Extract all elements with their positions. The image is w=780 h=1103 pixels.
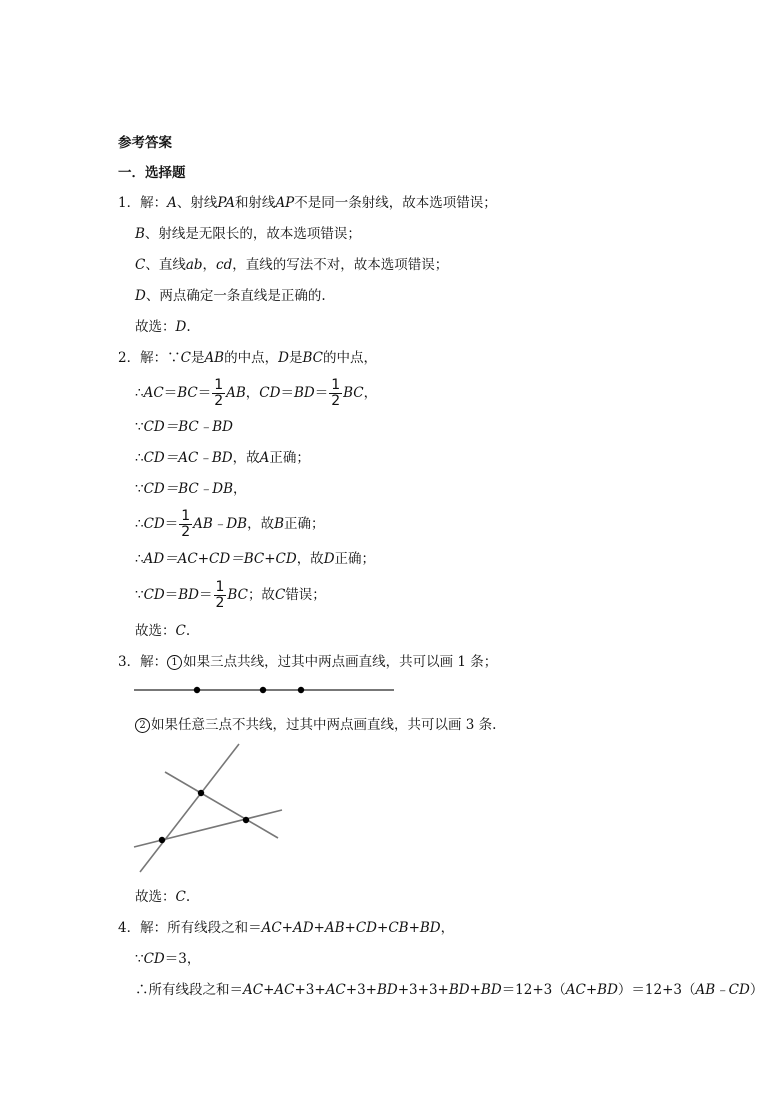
point xyxy=(260,687,266,693)
straight-line xyxy=(134,810,282,847)
fraction-half: $\frac{1}{2}$ xyxy=(214,377,224,409)
q2-line-1: 2．解：∵C是AB的中点，D是BC的中点， xyxy=(118,350,377,366)
point xyxy=(298,687,304,693)
straight-line xyxy=(165,772,278,838)
fraction-half: $\frac{1}{2}$ xyxy=(331,377,341,409)
q3-answer: 故选：C. xyxy=(135,889,191,905)
point xyxy=(159,837,165,843)
fraction-half: $\frac{1}{2}$ xyxy=(215,579,225,611)
section-heading: 一．选择题 xyxy=(118,165,186,181)
q1-line-3: C、直线ab，cd，直线的写法不对，故本选项错误； xyxy=(135,257,449,273)
circled-number-icon: 2 xyxy=(135,718,150,733)
point xyxy=(198,790,204,796)
answer-title: 参考答案 xyxy=(118,135,172,151)
q1-line-1: 1．解：A、射线PA和射线AP不是同一条射线，故本选项错误； xyxy=(118,195,497,211)
q4-line-2: ∵CD＝3， xyxy=(135,951,201,967)
q2-line-3: ∵CD＝BC﹣BD xyxy=(135,419,233,435)
q1-answer: 故选：D. xyxy=(135,319,191,335)
q2-line-2: ∴AC＝BC＝ $\frac{1}{2}$ AB，CD＝BD＝ $\frac{1}{2}$ BC， xyxy=(135,377,378,409)
q3-line-2: 2 如果任意三点不共线，过其中两点画直线，共可以画 3 条. xyxy=(135,716,496,734)
fraction-half: $\frac{1}{2}$ xyxy=(181,508,191,540)
q1-line-2: B、射线是无限长的，故本选项错误； xyxy=(135,226,361,242)
q1-line-4: D、两点确定一条直线是正确的. xyxy=(135,288,326,304)
q2-line-4: ∴CD＝AC﹣BD，故A正确； xyxy=(135,450,310,466)
q4-line-1: 4．解：所有线段之和＝AC+AD+AB+CD+CB+BD， xyxy=(118,920,455,936)
point xyxy=(243,817,249,823)
q4-line-3: ∴所有线段之和＝AC+AC+3+AC+3+BD+3+3+BD+BD＝12+3（AC+BD）＝12+3（AB﹣CD） xyxy=(135,982,764,998)
triangle-lines-figure xyxy=(130,740,290,875)
q2-line-7: ∴AD＝AC+CD＝BC+CD，故D正确； xyxy=(135,551,376,567)
circled-number-icon: 1 xyxy=(167,655,182,670)
q2-line-5: ∵CD＝BC﹣DB， xyxy=(135,481,247,497)
q2-line-6: ∴CD＝ $\frac{1}{2}$ AB﹣DB，故B正确； xyxy=(135,508,325,540)
q2-line-8: ∵CD＝BD＝ $\frac{1}{2}$ BC；故C错误； xyxy=(135,579,326,611)
collinear-points-figure xyxy=(130,680,400,700)
q3-line-1: 3．解： 1 如果三点共线，过其中两点画直线，共可以画 1 条； xyxy=(118,654,498,670)
straight-line xyxy=(140,744,239,872)
q2-answer: 故选：C. xyxy=(135,623,191,639)
point xyxy=(194,687,200,693)
